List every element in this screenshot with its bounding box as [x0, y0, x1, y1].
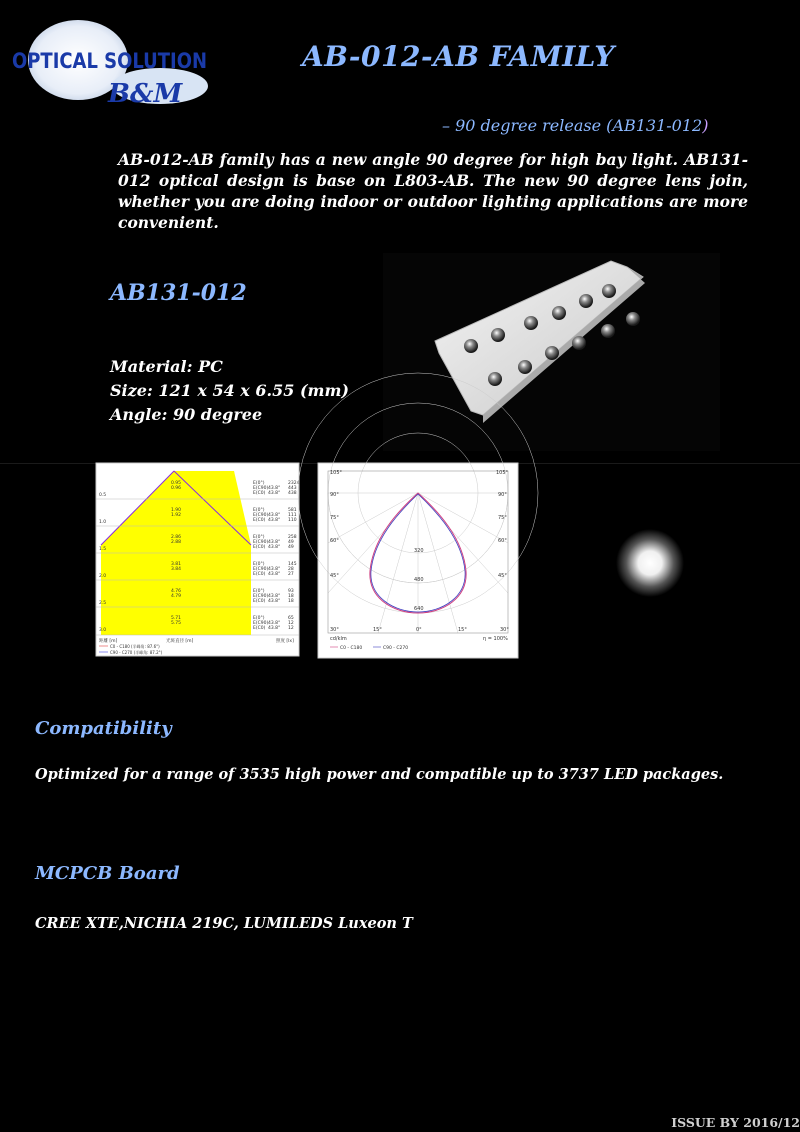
cone-col-label: E(C0) [253, 545, 266, 550]
cone-diameter-c0: 2.86 [171, 535, 182, 540]
product-model: AB131-012 [110, 280, 247, 306]
subtitle-text: – 90 degree release (AB131-012 [442, 116, 703, 135]
cone-illuminance-c90: 12 [288, 621, 294, 626]
polar-angle-l0: 105° [330, 470, 343, 476]
cone-col-label: E(C0) [253, 518, 266, 523]
polar-ring-480: 480 [414, 577, 424, 583]
cone-illuminance-c0: 27 [288, 572, 294, 577]
mcpcb-text: CREE XTE,NICHIA 219C, LUMILEDS Luxeon T [35, 915, 413, 932]
cone-illuminance-center: 581 [288, 508, 297, 513]
cone-angle-label: 43.8° [268, 486, 281, 491]
cone-diameter-c0: 0.95 [171, 481, 182, 486]
cone-col-label: E(C0) [253, 626, 266, 631]
logo-text-line2: B&M [108, 79, 183, 109]
logo-text-line1: OPTICAL SOLUTION [12, 49, 207, 73]
cone-footer-left: 距離 [m] [99, 639, 118, 644]
spec-size: Size: 121 x 54 x 6.55 (mm) [110, 381, 349, 400]
issue-date: ISSUE BY 2016/12 [671, 1115, 800, 1130]
cone-diameter-c90: 4.79 [171, 594, 182, 599]
lens-product-photo [383, 253, 720, 451]
cone-col-label: E(C0) [253, 599, 266, 604]
cone-illuminance-c0: 18 [288, 599, 294, 604]
cone-distance-label: 1.0 [99, 520, 107, 525]
cone-illuminance-c90: 28 [288, 567, 294, 572]
cone-col-label: E(C90) [253, 540, 269, 545]
cone-col-label: E(0°) [253, 562, 265, 567]
cone-illuminance-c0: 49 [288, 545, 294, 550]
intro-paragraph: AB-012-AB family has a new angle 90 degree for high bay light. AB131-012 optical design is base on L803-AB. The new 90 degree lens join, whether you are doing indoor or outdoor lighting applications are more convenient. [118, 150, 748, 232]
cone-diameter-c0: 3.81 [171, 562, 182, 567]
cone-distance-label: 3.0 [99, 628, 107, 633]
cone-angle-label: 43.8° [268, 626, 281, 631]
company-logo [10, 14, 215, 109]
page-subtitle [442, 116, 708, 135]
polar-angle-r2: 75° [498, 515, 507, 521]
cone-diameter-c90: 3.84 [171, 567, 182, 572]
cone-col-label: E(0°) [253, 535, 265, 540]
polar-angle-r3: 60° [498, 538, 507, 544]
cone-illuminance-c90: 49 [288, 540, 294, 545]
cone-distance-label: 2.5 [99, 601, 107, 606]
cone-illuminance-c0: 12 [288, 626, 294, 631]
cone-angle-label: 43.8° [268, 621, 281, 626]
cone-col-label: E(C0) [253, 491, 266, 496]
cone-legend-2: C90 - C270 (半峰角: 87.2°) [110, 650, 163, 655]
polar-intensity-chart [318, 463, 518, 658]
spec-material: Material: PC [110, 357, 223, 376]
polar-angle-r4: 45° [498, 573, 507, 579]
cone-diameter-c90: 2.88 [171, 540, 182, 545]
cone-illuminance-c90: 111 [288, 513, 297, 518]
cone-angle-label: 43.8° [268, 599, 281, 604]
polar-angle-l3: 60° [330, 538, 339, 544]
cone-angle-label: 43.8° [268, 491, 281, 496]
cone-illuminance-c0: 438 [288, 491, 297, 496]
polar-legend-2: C90 - C270 [383, 646, 409, 651]
page-title: AB-012-AB FAMILY [302, 40, 615, 73]
cone-diameter-c90: 5.75 [171, 621, 182, 626]
cone-angle-label: 43.8° [268, 567, 281, 572]
compatibility-heading: Compatibility [35, 718, 172, 739]
cone-illuminance-center: 65 [288, 616, 294, 621]
polar-angle-b1: 15° [373, 627, 382, 633]
polar-angle-b2: 0° [416, 627, 422, 633]
cone-illuminance-c90: 18 [288, 594, 294, 599]
illuminance-cone-chart [96, 463, 299, 656]
cone-col-label: E(0°) [253, 508, 265, 513]
cone-col-label: E(C90) [253, 567, 269, 572]
cone-diameter-c0: 4.76 [171, 589, 182, 594]
polar-angle-l1: 90° [330, 492, 339, 498]
polar-angle-b0: 30° [330, 627, 339, 633]
cone-illuminance-center: 258 [288, 535, 297, 540]
cone-distance-label: 0.5 [99, 493, 107, 498]
cone-footer-mid: 光斑直径 [m] [166, 639, 194, 644]
cone-angle-label: 43.8° [268, 572, 281, 577]
cone-diameter-c90: 1.92 [171, 513, 182, 518]
cone-illuminance-center: 93 [288, 589, 294, 594]
polar-unit: cd/klm [330, 636, 347, 642]
cone-col-label: E(0°) [253, 616, 265, 621]
cone-col-label: E(C90) [253, 621, 269, 626]
polar-angle-b4: 30° [500, 627, 509, 633]
cone-distance-label: 1.5 [99, 547, 107, 552]
compatibility-text: Optimized for a range of 3535 high power and compatible up to 3737 LED packages. [35, 766, 724, 783]
cone-distance-label: 2.0 [99, 574, 107, 579]
polar-ring-320: 320 [414, 548, 424, 554]
cone-angle-label: 43.8° [268, 513, 281, 518]
spec-angle: Angle: 90 degree [110, 405, 263, 424]
polar-angle-l4: 45° [330, 573, 339, 579]
cone-legend-1: C0 - C180 (半峰角: 87.6°) [110, 644, 160, 649]
polar-eta: η = 100% [483, 636, 508, 642]
cone-col-label: E(C90) [253, 513, 269, 518]
polar-ring-640: 640 [414, 606, 424, 612]
cone-illuminance-center: 2324 [288, 481, 300, 486]
cone-illuminance-center: 145 [288, 562, 297, 567]
cone-illuminance-c90: 443 [288, 486, 297, 491]
cone-diameter-c0: 1.90 [171, 508, 182, 513]
cone-angle-label: 43.8° [268, 594, 281, 599]
cone-col-label: E(0°) [253, 589, 265, 594]
polar-angle-b3: 15° [458, 627, 467, 633]
cone-col-label: E(C0) [253, 572, 266, 577]
cone-angle-label: 43.8° [268, 545, 281, 550]
cone-col-label: E(0°) [253, 481, 265, 486]
cone-footer-right: 照度 [lx] [276, 639, 294, 644]
polar-angle-l2: 75° [330, 515, 339, 521]
cone-angle-label: 43.8° [268, 518, 281, 523]
polar-angle-r0: 105° [496, 470, 509, 476]
light-spot-image [558, 491, 743, 636]
cone-col-label: E(C90) [253, 594, 269, 599]
cone-illuminance-c0: 110 [288, 518, 297, 523]
subtitle-paren: ) [702, 116, 709, 135]
cone-diameter-c90: 0.96 [171, 486, 182, 491]
mcpcb-heading: MCPCB Board [35, 863, 180, 884]
cone-diameter-c0: 5.71 [171, 616, 182, 621]
polar-legend-1: C0 - C180 [340, 646, 363, 651]
polar-angle-r1: 90° [498, 492, 507, 498]
cone-angle-label: 43.8° [268, 540, 281, 545]
cone-col-label: E(C90) [253, 486, 269, 491]
